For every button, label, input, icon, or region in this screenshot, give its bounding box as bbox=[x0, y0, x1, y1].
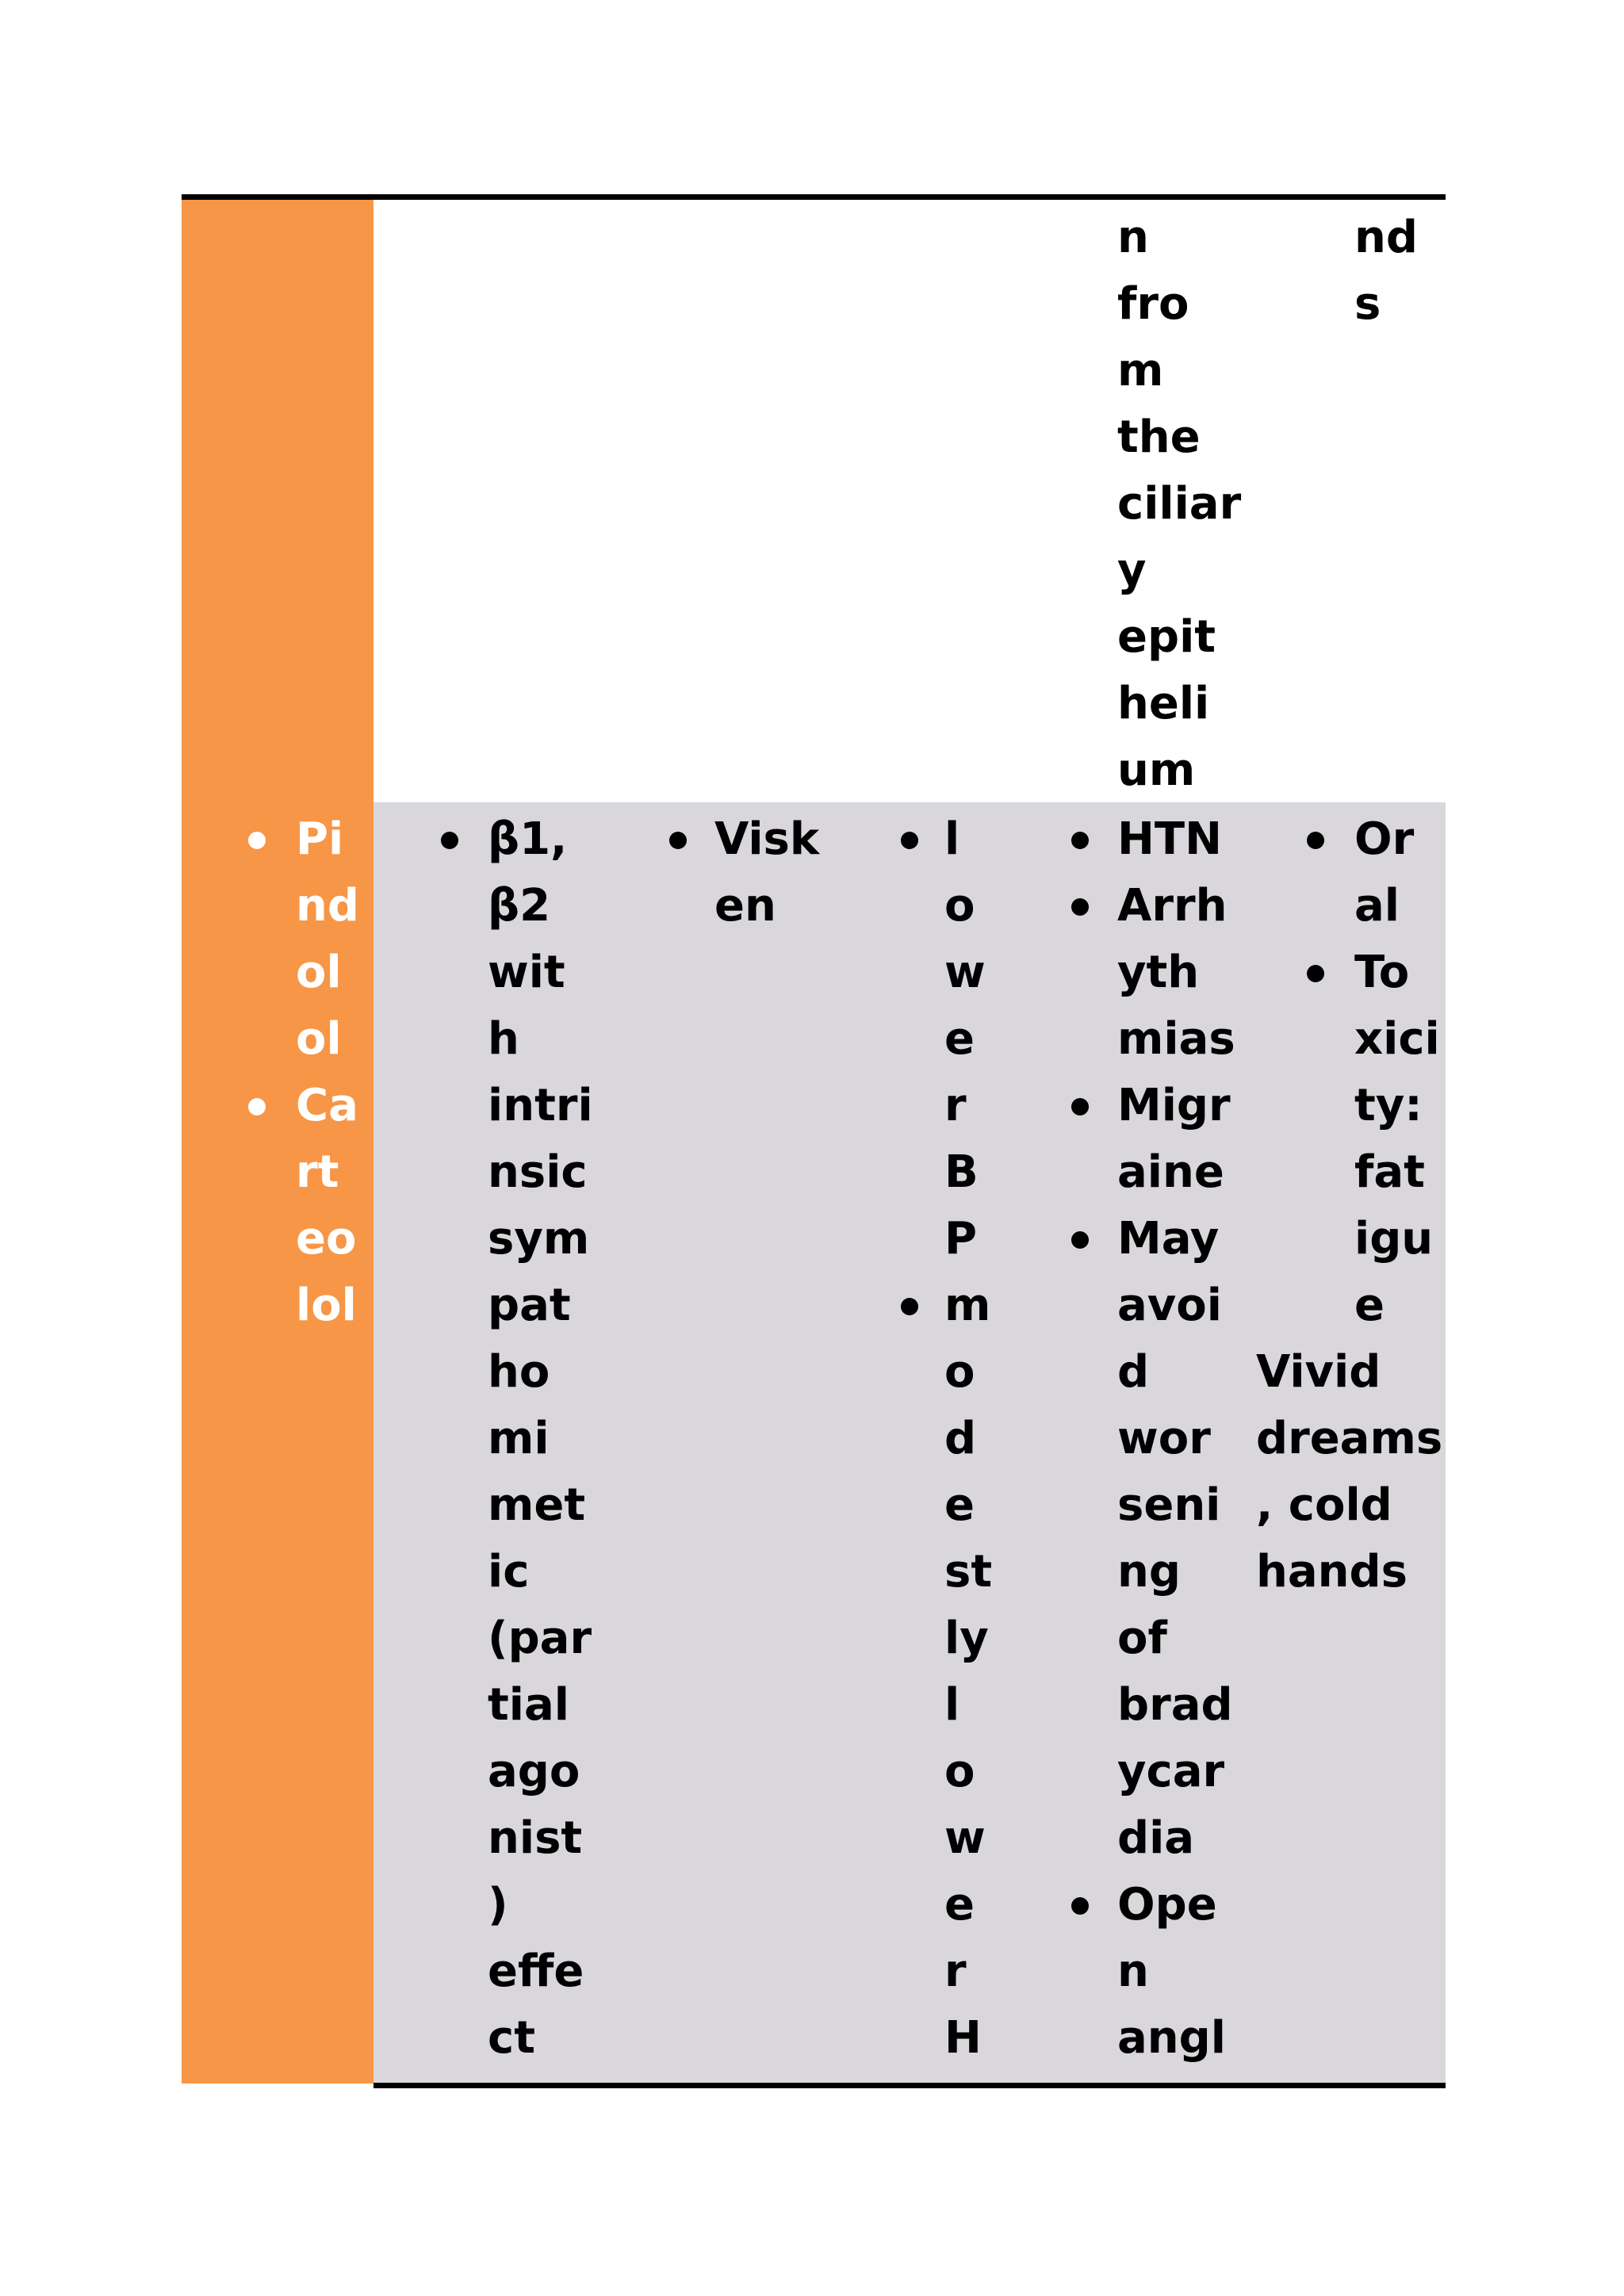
text-line: nd bbox=[1354, 212, 1418, 263]
text-line: nsic bbox=[488, 1146, 588, 1198]
text-line: β2 bbox=[488, 880, 551, 932]
text-line: dia bbox=[1117, 1812, 1195, 1864]
text-line: y bbox=[1117, 545, 1147, 596]
text-line: β1, bbox=[488, 813, 568, 865]
text-line: HTN bbox=[1117, 813, 1222, 865]
text-line: effe bbox=[488, 1946, 584, 1997]
text-line: ng bbox=[1117, 1546, 1181, 1598]
text-line: , cold bbox=[1256, 1479, 1392, 1531]
text-line: nist bbox=[488, 1812, 583, 1864]
text-line: rt bbox=[296, 1146, 339, 1198]
text-line: mi bbox=[488, 1413, 550, 1464]
text-line: n bbox=[1117, 1946, 1149, 1997]
bullet-icon bbox=[901, 832, 918, 849]
text-line: xici bbox=[1354, 1013, 1440, 1065]
bullet-icon bbox=[441, 832, 458, 849]
text-line: epit bbox=[1117, 611, 1216, 663]
text-line: s bbox=[1354, 278, 1381, 330]
text-line: sym bbox=[488, 1213, 590, 1265]
row0-col4-cell bbox=[1117, 205, 1241, 804]
text-line: al bbox=[1354, 880, 1400, 932]
list-item bbox=[296, 806, 359, 873]
text-line: w bbox=[944, 947, 986, 998]
text-line: d bbox=[944, 1413, 977, 1464]
list-item bbox=[714, 806, 819, 873]
bullet-icon bbox=[1071, 898, 1089, 916]
bullet-icon bbox=[1071, 1897, 1089, 1915]
list-item bbox=[1117, 1073, 1235, 1139]
list-item bbox=[1354, 806, 1440, 873]
row1-brand-cell bbox=[714, 806, 819, 939]
bullet-icon bbox=[669, 832, 687, 849]
text-line: H bbox=[944, 2012, 982, 2064]
text-line: of bbox=[1117, 1613, 1167, 1664]
text-line: Ca bbox=[296, 1080, 358, 1131]
text-line: (par bbox=[488, 1613, 592, 1664]
bullet-icon bbox=[1071, 832, 1089, 849]
text-line: ciliar bbox=[1117, 478, 1242, 530]
text-line: Arrh bbox=[1117, 880, 1228, 932]
row1-toxicity-cell bbox=[1354, 806, 1440, 1339]
text-line: Vivid bbox=[1256, 1346, 1381, 1398]
text-line: r bbox=[944, 1080, 967, 1131]
text-line: wit bbox=[488, 947, 565, 998]
text-line: dreams bbox=[1256, 1413, 1443, 1464]
text-line: mias bbox=[1117, 1013, 1235, 1065]
text-line: angl bbox=[1117, 2012, 1226, 2064]
text-line: st bbox=[944, 1546, 993, 1598]
text-line: met bbox=[488, 1479, 586, 1531]
text-line: l bbox=[944, 1679, 960, 1731]
text-line: heli bbox=[1117, 678, 1210, 729]
text-line: r bbox=[944, 1946, 967, 1997]
row1-uses-cell bbox=[1117, 806, 1235, 2072]
text-line: ycar bbox=[1117, 1746, 1225, 1797]
text-line: e bbox=[944, 1479, 975, 1531]
text-line: ct bbox=[488, 2012, 535, 2064]
text-line: pat bbox=[488, 1280, 571, 1331]
list-item bbox=[1354, 939, 1440, 1006]
text-line: ago bbox=[488, 1746, 580, 1797]
text-line: ic bbox=[488, 1546, 530, 1598]
text-line: eo bbox=[296, 1213, 357, 1265]
text-line: Migr bbox=[1117, 1080, 1231, 1131]
text-line: l bbox=[944, 813, 960, 865]
text-line: Pi bbox=[296, 813, 344, 865]
bullet-icon bbox=[1071, 1231, 1089, 1249]
list-item bbox=[296, 1073, 359, 1139]
list-item bbox=[1117, 1206, 1235, 1272]
text-line: wor bbox=[1117, 1413, 1211, 1464]
text-line: e bbox=[944, 1879, 975, 1931]
text-line: ho bbox=[488, 1346, 550, 1398]
text-line: May bbox=[1117, 1213, 1220, 1265]
bullet-icon bbox=[901, 1298, 918, 1315]
list-item bbox=[944, 1272, 992, 1339]
text-line: avoi bbox=[1117, 1280, 1222, 1331]
bullet-icon bbox=[1071, 1098, 1089, 1115]
text-line: Visk bbox=[714, 813, 820, 865]
text-line: o bbox=[944, 1346, 975, 1398]
text-line: P bbox=[944, 1213, 978, 1265]
text-line: intri bbox=[488, 1080, 593, 1131]
text-line: Ope bbox=[1117, 1879, 1217, 1931]
row1-toxicity-extra bbox=[1256, 1339, 1442, 1605]
text-line: hands bbox=[1256, 1546, 1408, 1598]
text-line: en bbox=[714, 880, 776, 932]
text-line: aine bbox=[1117, 1146, 1224, 1198]
list-item bbox=[488, 806, 593, 873]
text-line: e bbox=[944, 1013, 975, 1065]
text-line: fro bbox=[1117, 278, 1189, 330]
row1-drug-names-cell bbox=[296, 806, 359, 1339]
bullet-icon bbox=[1307, 832, 1324, 849]
text-line: o bbox=[944, 1746, 975, 1797]
list-item bbox=[1117, 806, 1235, 873]
text-line: To bbox=[1354, 947, 1410, 998]
text-line: m bbox=[944, 1280, 991, 1331]
text-line: d bbox=[1117, 1346, 1150, 1398]
text-line: the bbox=[1117, 411, 1201, 463]
table-bottom-border bbox=[373, 2083, 1446, 2088]
row1-effects-cell bbox=[944, 806, 992, 2072]
row0-col5-cell bbox=[1354, 205, 1418, 338]
text-line: ol bbox=[296, 1013, 342, 1065]
text-line: n bbox=[1117, 212, 1149, 263]
bullet-icon bbox=[1307, 965, 1324, 982]
list-item bbox=[944, 806, 992, 873]
text-line: m bbox=[1117, 345, 1164, 396]
text-line: lol bbox=[296, 1280, 357, 1331]
text-line: o bbox=[944, 880, 975, 932]
text-line: yth bbox=[1117, 947, 1200, 998]
text-line: e bbox=[1354, 1280, 1385, 1331]
text-line: fat bbox=[1354, 1146, 1425, 1198]
text-line: nd bbox=[296, 880, 359, 932]
text-line: ol bbox=[296, 947, 342, 998]
text-line: h bbox=[488, 1013, 519, 1065]
text-line: ly bbox=[944, 1613, 989, 1664]
row1-receptor-cell bbox=[488, 806, 593, 2072]
text-line: ) bbox=[488, 1879, 508, 1931]
text-line: seni bbox=[1117, 1479, 1221, 1531]
bullet-icon bbox=[248, 1098, 266, 1115]
text-line: B bbox=[944, 1146, 979, 1198]
text-line: tial bbox=[488, 1679, 569, 1731]
text-line: Or bbox=[1354, 813, 1415, 865]
table-top-border bbox=[182, 194, 1446, 200]
text-line: w bbox=[944, 1812, 986, 1864]
list-item bbox=[1117, 1872, 1235, 1938]
text-line: brad bbox=[1117, 1679, 1233, 1731]
text-line: um bbox=[1117, 744, 1196, 796]
text-line: ty: bbox=[1354, 1080, 1423, 1131]
bullet-icon bbox=[248, 832, 266, 849]
list-item bbox=[1117, 873, 1235, 939]
text-line: igu bbox=[1354, 1213, 1434, 1265]
